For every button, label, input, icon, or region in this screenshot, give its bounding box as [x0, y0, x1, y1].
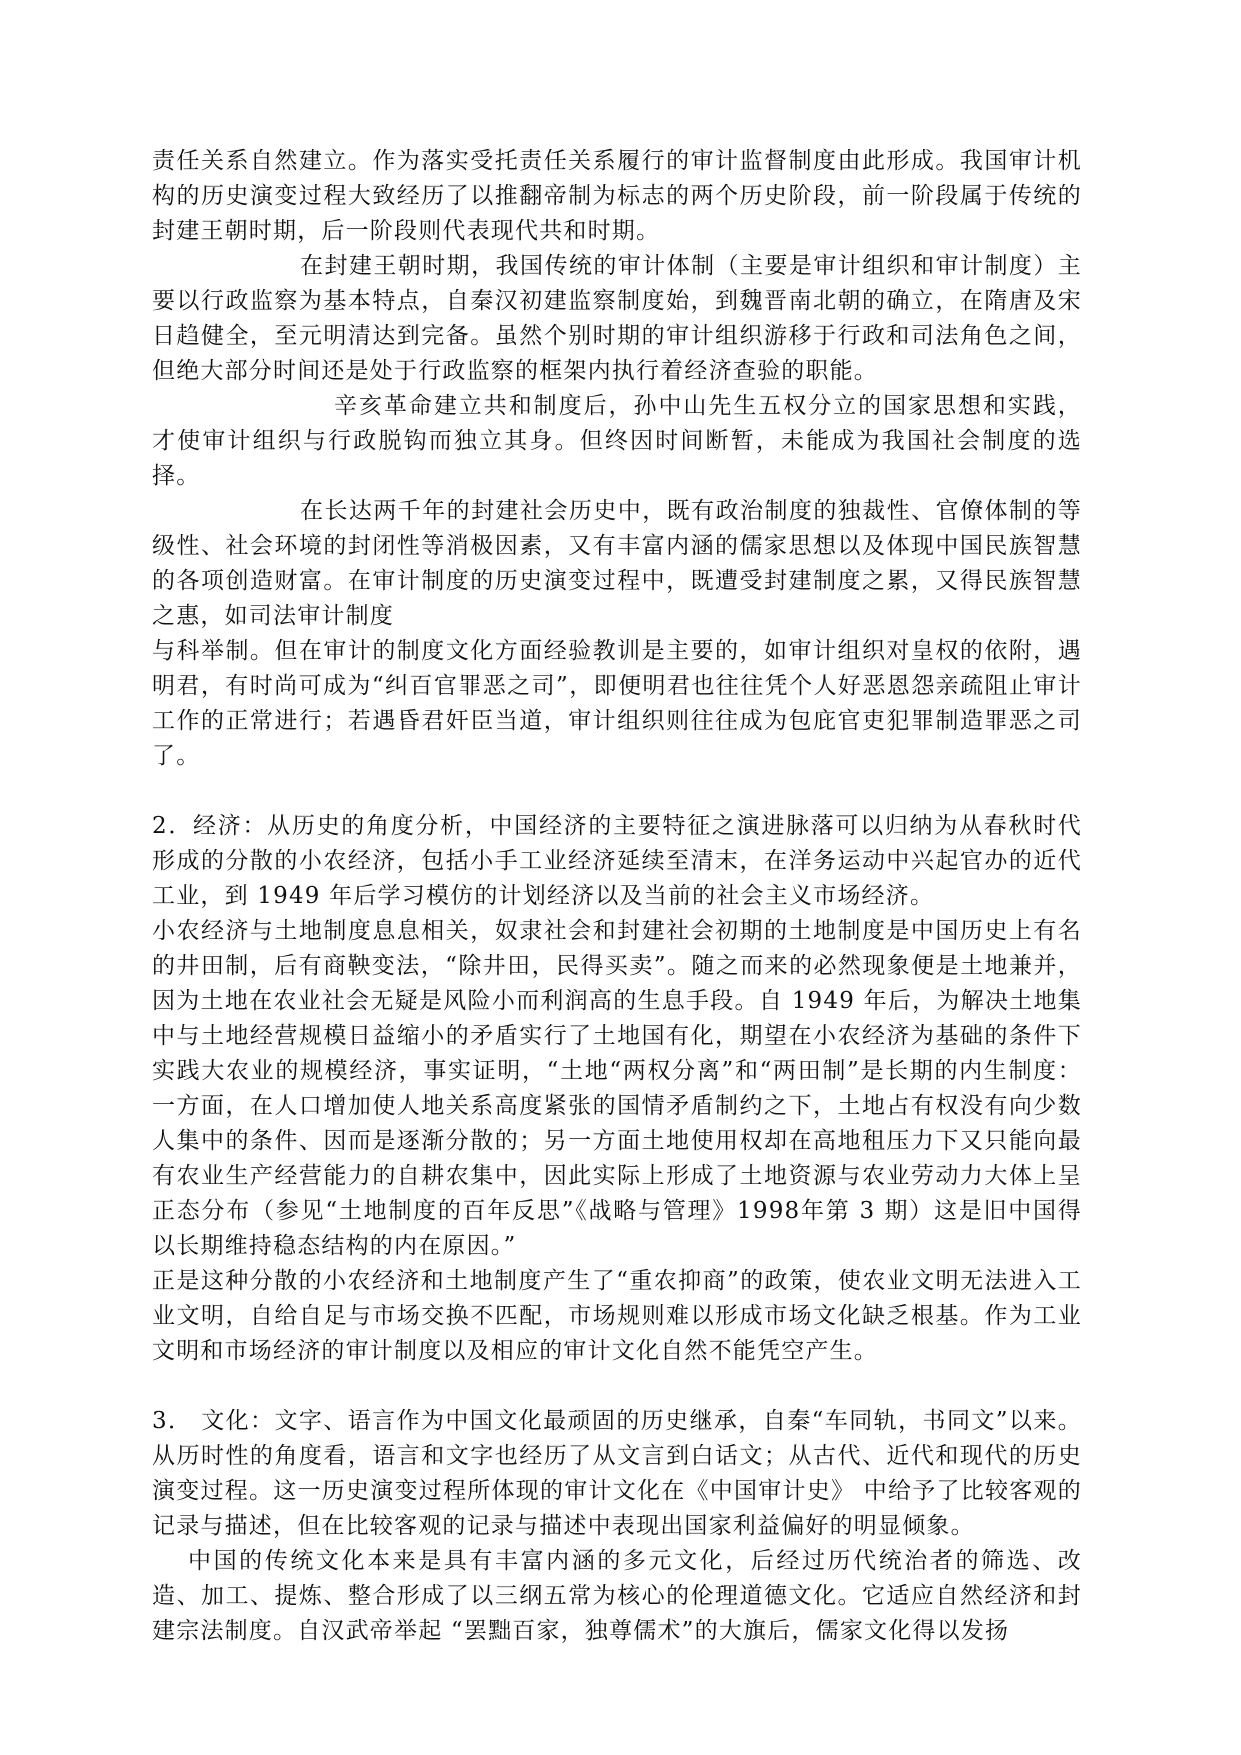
paragraph-responsibility-relation: 责任关系自然建立。作为落实受托责任关系履行的审计监督制度由此形成。我国审计机构的历史演变过程大致经历了以推翻帝制为标志的两个历史阶段，前一阶段属于传统的封建王朝时期，后一阶段则代表现代共和时期。: [152, 148, 1082, 244]
paragraph-economy-heading: 2．经济：从历史的角度分析，中国经济的主要特征之演进脉落可以归纳为从春秋时代形成的分散的小农经济，包括小手工业经济延续至清末，在洋务运动中兴起官办的近代工业，到 1949 年后学习模仿的计划经济以及当前的社会主义市场经济。: [152, 813, 1082, 909]
paragraph-feudal-dynasty: 在封建王朝时期，我国传统的审计体制（主要是审计组织和审计制度）主要以行政监察为基本特点，自秦汉初建监察制度始，到魏晋南北朝的确立，在隋唐及宋日趋健全，至元明清达到完备。虽然个别时期的审计组织游移于行政和司法角色之间，但绝大部分时间还是处于行政监察的框架内执行着经济查验的职能。: [152, 253, 1082, 384]
paragraph-xinhai-revolution: 辛亥革命建立共和制度后，孙中山先生五权分立的国家思想和实践，才使审计组织与行政脱钩而独立其身。但终因时间断暂，未能成为我国社会制度的选择。: [152, 393, 1082, 489]
document-page: [152, 144, 1082, 1649]
paragraph-feudal-society: 在长达两千年的封建社会历史中，既有政治制度的独裁性、官僚体制的等级性、社会环境的封闭性等消极因素，又有丰富内涵的儒家思想以及体现中国民族智慧的各项创造财富。在审计制度的历史演变过程中，既遭受封建制度之累，又得民族智慧之惠，如司法审计制度: [152, 498, 1082, 629]
paragraph-gap: [152, 1369, 1082, 1404]
paragraph-agriculture-policy: 正是这种分散的小农经济和土地制度产生了“重农抑商”的政策，使农业文明无法进入工业文明，自给自足与市场交换不匹配，市场规则难以形成市场文化缺乏根基。作为工业文明和市场经济的审计制度以及相应的审计文化自然不能凭空产生。: [152, 1268, 1082, 1364]
paragraph-culture-heading: 3． 文化：文字、语言作为中国文化最顽固的历史继承，自秦“车同轨，书同文”以来。从历时性的角度看，语言和文字也经历了从文言到白话文；从古代、近代和现代的历史演变过程。这一历史演变过程所体现的审计文化在《中国审计史》 中给予了比较客观的记录与描述，但在比较客观的记录与描述中表现出国家利益偏好的明显倾象。: [152, 1408, 1082, 1539]
paragraph-traditional-culture: 中国的传统文化本来是具有丰富内涵的多元文化，后经过历代统治者的筛选、改造、加工、提炼、整合形成了以三纲五常为核心的伦理道德文化。它适应自然经济和封建宗法制度。自汉武帝举起 “罢黜百家，独尊儒术”的大旗后，儒家文化得以发扬: [152, 1548, 1082, 1644]
paragraph-land-system: 小农经济与土地制度息息相关，奴隶社会和封建社会初期的土地制度是中国历史上有名的井田制，后有商鞅变法，“除井田，民得买卖”。随之而来的必然现象便是土地兼并，因为土地在农业社会无疑是风险小而利润高的生息手段。自 1949 年后，为解决土地集中与土地经营规模日益缩小的矛盾实行了土地国有化，期望在小农经济为基础的条件下实践大农业的规模经济，事实证明，“土地“两权分离”和“两田制”是长期的内生制度：一方面，在人口增加使人地关系高度紧张的国情矛盾制约之下，土地占有权没有向少数人集中的条件、因而是逐渐分散的；另一方面土地使用权却在高地租压力下又只能向最有农业生产经营能力的自耕农集中，因此实际上形成了土地资源与农业劳动力大体上呈正态分布（参见“土地制度的百年反思”《战略与管理》1998年第 3 期）这是旧中国得以长期维持稳态结构的内在原因。”: [152, 918, 1082, 1259]
paragraph-imperial-examination: 与科举制。但在审计的制度文化方面经验教训是主要的，如审计组织对皇权的依附，遇明君，有时尚可成为“纠百官罪恶之司”，即便明君也往往凭个人好恶恩怨亲疏阻止审计工作的正常进行；若遇昏君奸臣当道，审计组织则往往成为包庇官吏犯罪制造罪恶之司了。: [152, 638, 1082, 769]
paragraph-gap: [152, 774, 1082, 809]
